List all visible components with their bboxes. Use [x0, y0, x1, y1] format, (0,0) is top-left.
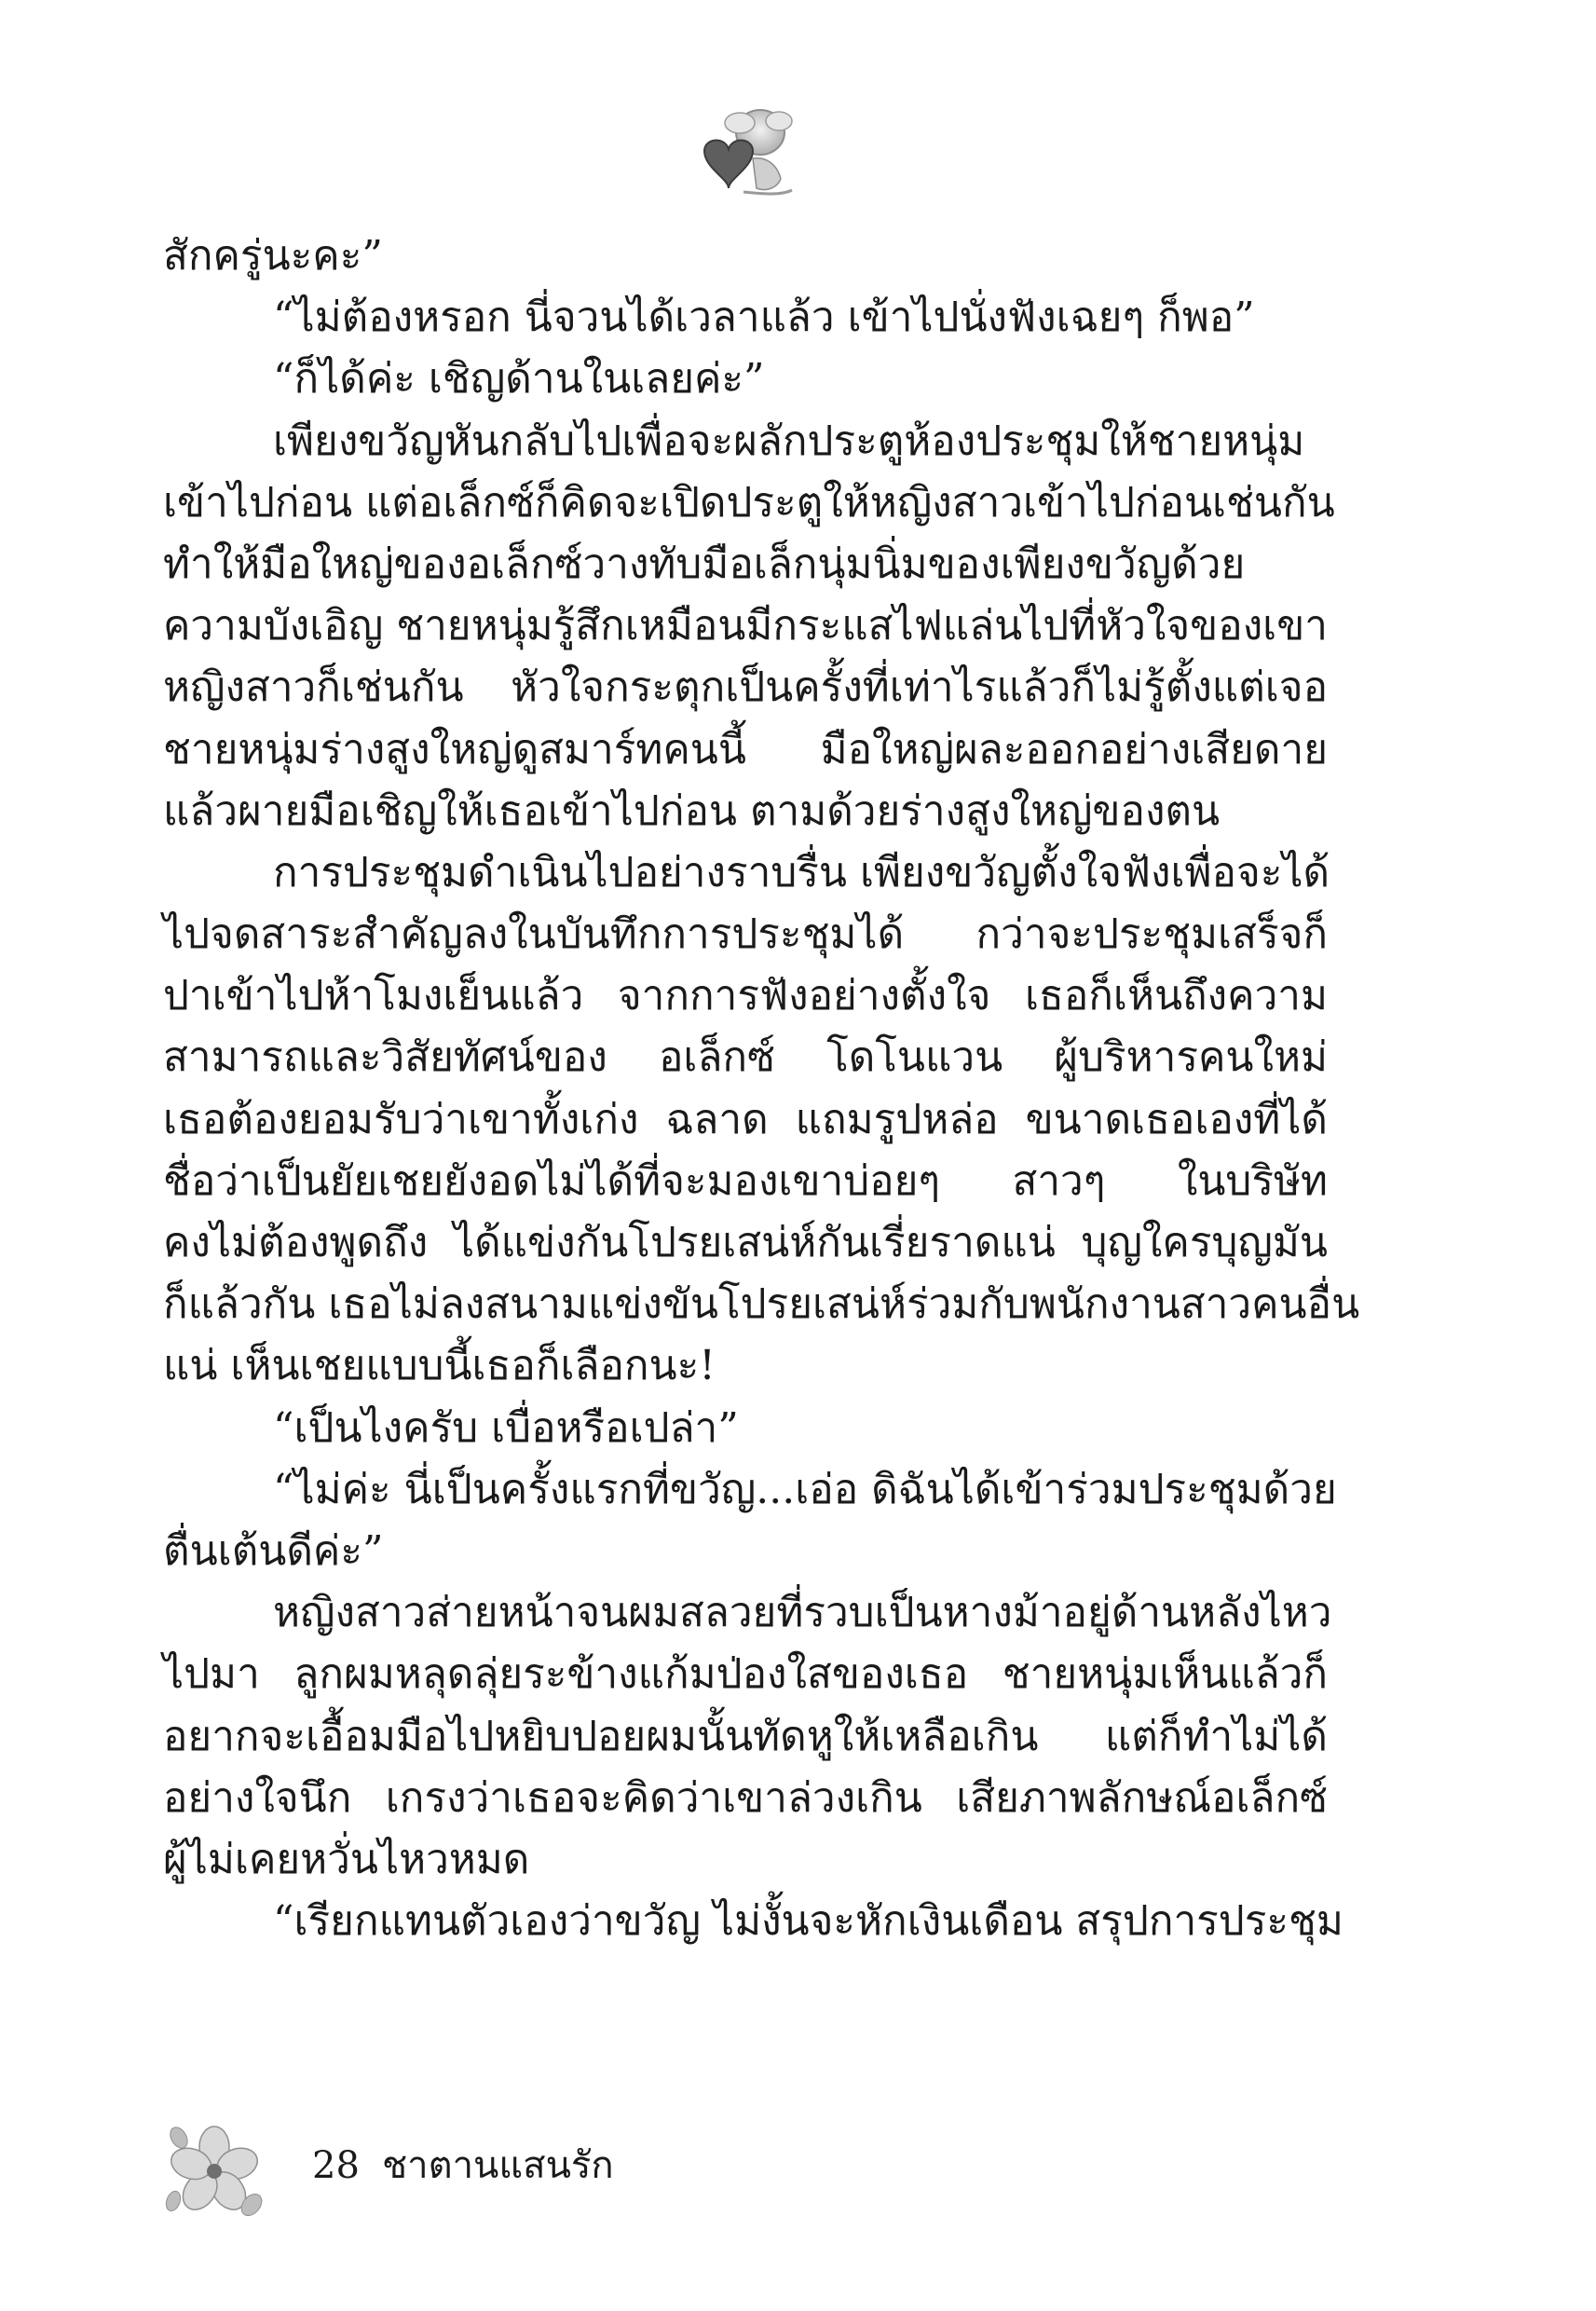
text-line: ชายหนุ่มร่างสูงใหญ่ดูสมาร์ทคนนี้ มือใหญ่ผละออกอย่างเสียดาย	[163, 725, 1328, 773]
text-line: ชื่อว่าเป็นยัยเชยยังอดไม่ได้ที่จะมองเขาบ่อยๆ สาวๆ ในบริษัท	[163, 1156, 1328, 1205]
text-line: อย่างใจนึก เกรงว่าเธอจะคิดว่าเขาล่วงเกิน เสียภาพลักษณ์อเล็กซ์	[163, 1773, 1328, 1822]
text-line: คงไม่ต้องพูดถึง ได้แข่งกันโปรยเสน่ห์กันเรี่ยราดแน่ บุญใครบุญมัน	[163, 1219, 1328, 1266]
text-line: ผู้ไม่เคยหวั่นไหวหมด	[163, 1835, 530, 1883]
book-title: ชาตานแสนรัก	[382, 2144, 614, 2187]
page-number: 28	[312, 2144, 360, 2187]
text-line: “เป็นไงครับ เบื่อหรือเปล่า”	[273, 1403, 739, 1452]
text-line: เพียงขวัญหันกลับไปเพื่อจะผลักประตูห้องประชุมให้ชายหนุ่ม	[273, 417, 1305, 465]
page-footer	[158, 2115, 717, 2227]
text-line: “ก็ได้ค่ะ เชิญด้านในเลยค่ะ”	[273, 355, 765, 403]
text-line: เธอต้องยอมรับว่าเขาทั้งเก่ง ฉลาด แถมรูปหล่อ ขนาดเธอเองที่ได้	[163, 1095, 1328, 1143]
text-line: “เรียกแทนตัวเองว่าขวัญ ไม่งั้นจะหักเงินเดือน สรุปการประชุม	[273, 1897, 1344, 1946]
text-line: เข้าไปก่อน แต่อเล็กซ์ก็คิดจะเปิดประตูให้หญิงสาวเข้าไปก่อนเช่นกัน	[163, 478, 1335, 526]
text-line: หญิงสาวส่ายหน้าจนผมสลวยที่รวบเป็นหางม้าอยู่ด้านหลังไหว	[273, 1589, 1332, 1637]
text-line: หญิงสาวก็เช่นกัน หัวใจกระตุกเป็นครั้งที่เท่าไรแล้วก็ไม่รู้ตั้งแต่เจอ	[163, 663, 1328, 712]
text-line: ตื่นเต้นดีค่ะ”	[163, 1526, 384, 1575]
text-line: ปาเข้าไปห้าโมงเย็นแล้ว จากการฟังอย่างตั้งใจ เธอก็เห็นถึงความ	[163, 972, 1328, 1020]
text-line: “ไม่ค่ะ นี่เป็นครั้งแรกที่ขวัญ...เอ่อ ดิฉันได้เข้าร่วมประชุมด้วย	[273, 1465, 1337, 1513]
text-line: การประชุมดำเนินไปอย่างราบรื่น เพียงขวัญตั้งใจฟังเพื่อจะได้	[273, 848, 1330, 896]
text-line: อยากจะเอื้อมมือไปหยิบปอยผมนั้นทัดหูให้เหลือเกิน แต่ก็ทำไม่ได้	[163, 1712, 1328, 1760]
text-line: ก็แล้วกัน เธอไม่ลงสนามแข่งขันโปรยเสน่ห์ร่วมกับพนักงานสาวคนอื่น	[163, 1280, 1360, 1329]
text-line: สักครู่นะคะ”	[163, 232, 383, 280]
text-line: ความบังเอิญ ชายหนุ่มรู้สึกเหมือนมีกระแสไฟแล่นไปที่หัวใจของเขา	[163, 602, 1328, 650]
text-line: สามารถและวิสัยทัศน์ของ อเล็กซ์ โดโนแวน ผู้บริหารคนใหม่	[163, 1033, 1328, 1082]
text-line: ทำให้มือใหญ่ของอเล็กซ์วางทับมือเล็กนุ่มนิ่มของเพียงขวัญด้วย	[163, 540, 1246, 588]
text-line: “ไม่ต้องหรอก นี่จวนได้เวลาแล้ว เข้าไปนั่งฟังเฉยๆ ก็พอ”	[273, 294, 1255, 342]
flower-icon	[158, 2115, 270, 2227]
text-line: ไปมา ลูกผมหลุดลุ่ยระข้างแก้มป่องใสของเธอ ชายหนุ่มเห็นแล้วก็	[163, 1650, 1328, 1699]
cupid-with-heart-icon	[688, 103, 799, 205]
text-line: แน่ เห็นเชยแบบนี้เธอก็เลือกนะ!	[163, 1342, 716, 1390]
text-line: แล้วผายมือเชิญให้เธอเข้าไปก่อน ตามด้วยร่างสูงใหญ่ของตน	[163, 786, 1221, 835]
body-text	[163, 226, 1360, 1952]
text-line: ไปจดสาระสำคัญลงในบันทึกการประชุมได้ กว่าจะประชุมเสร็จก็	[163, 910, 1328, 959]
